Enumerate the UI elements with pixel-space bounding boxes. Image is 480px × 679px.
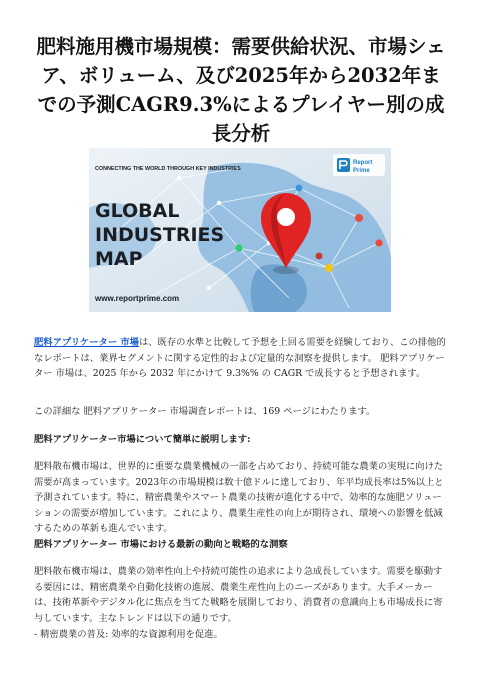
logo-text-line2: Prime (353, 168, 370, 174)
hero-tagline: CONNECTING THE WORLD THROUGH KEY INDUSTRIES (95, 166, 241, 172)
market-link[interactable]: 肥料アプリケーター 市場 (34, 337, 139, 348)
reportprime-logo (333, 154, 385, 176)
section2 (34, 537, 448, 553)
section2-heading: 肥料アプリケーター 市場における最新の動向と戦略的な洞察 (34, 539, 288, 550)
section1-heading: 肥料アプリケーター市場について簡単に説明します: (34, 434, 251, 445)
section1-body (34, 459, 448, 537)
bullet-list (34, 627, 448, 643)
hero-image (89, 148, 391, 312)
pages-note (34, 404, 448, 420)
section2-text: 肥料散布機市場は、農業の効率性向上や持続可能性の追求により急成長しています。需要を駆動する要因には、精密農業や自動化技術の進展、農業生産性向上のニーズがあります。大手メーカーは、技術革新やデジタル化に焦点を当てた戦略を展開しており、消費者の意識向上も市場成長に寄与しています。主なトレンドは以下の通りです。 (34, 566, 443, 624)
hero-heading-line2: INDUSTRIES (95, 224, 225, 246)
hero-website: www.reportprime.com (95, 294, 180, 303)
intro-text: は、既存の水準と比較して予想を上回る需要を経験しており、この排他的なレポートは、業界セグメントに関する定性的および定量的な洞察を提供します。 肥料アプリケーター 市場は、2025 年から 2032 年にかけて 9.3%% の CAGR で成長すると予想されます。 (34, 337, 446, 379)
section1 (34, 432, 448, 448)
hero-heading-line1: GLOBAL (95, 200, 180, 222)
section2-body (34, 564, 448, 626)
list-item: - 精密農業の普及: 効率的な資源利用を促進。 (34, 629, 223, 640)
logo-text-line1: Report (353, 160, 373, 166)
pages-note-text: この詳細な 肥料アプリケーター 市場調査レポートは、169 ページにわたります。 (34, 406, 376, 417)
page-title: 肥料施用機市場規模：需要供給状況、市場シェア、ボリューム、及び2025年から2032年までの予測CAGR9.3%によるプレイヤー別の成長分析 (36, 35, 446, 145)
intro-paragraph (34, 335, 448, 382)
section1-text: 肥料散布機市場は、世界的に重要な農業機械の一部を占めており、持続可能な農業の実現に向けた需要が高まっています。2023年の市場規模は数十億ドルに達しており、年平均成長率は5%以上と予測されています。特に、精密農業やスマート農業の技術が進化する中で、効率的な施肥ソリューションの需要が増加しています。これにより、農業生産性の向上が期待され、環境への影響を低減するための革新も進んでいます。 (34, 461, 444, 534)
hero-heading-line3: MAP (95, 248, 143, 270)
